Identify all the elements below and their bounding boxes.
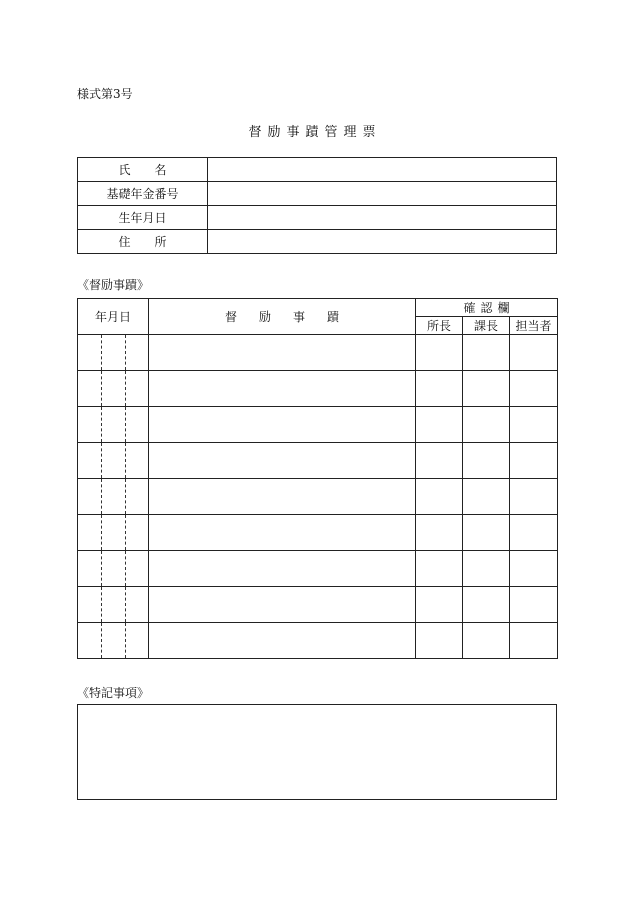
staff-confirm-cell[interactable] <box>510 623 558 659</box>
date-cell[interactable] <box>78 623 149 659</box>
date-cell[interactable] <box>78 551 149 587</box>
director-confirm-cell[interactable] <box>416 515 463 551</box>
activity-cell[interactable] <box>149 479 416 515</box>
date-divider-line <box>101 623 102 658</box>
date-divider-line <box>125 443 126 478</box>
staff-header: 担当者 <box>510 317 558 335</box>
section-chief-confirm-cell[interactable] <box>463 551 510 587</box>
director-confirm-cell[interactable] <box>416 443 463 479</box>
activity-cell[interactable] <box>149 623 416 659</box>
director-confirm-cell[interactable] <box>416 587 463 623</box>
name-field[interactable] <box>208 158 557 182</box>
staff-confirm-cell[interactable] <box>510 443 558 479</box>
staff-confirm-cell[interactable] <box>510 407 558 443</box>
staff-confirm-cell[interactable] <box>510 551 558 587</box>
activity-header: 督励事蹟 <box>149 299 416 335</box>
date-cell[interactable] <box>78 479 149 515</box>
activity-cell[interactable] <box>149 407 416 443</box>
date-cell[interactable] <box>78 515 149 551</box>
date-divider-line <box>125 335 126 370</box>
date-divider-line <box>101 479 102 514</box>
staff-confirm-cell[interactable] <box>510 479 558 515</box>
date-divider-line <box>101 335 102 370</box>
date-divider-line <box>101 443 102 478</box>
date-divider-line <box>125 371 126 406</box>
birthdate-field[interactable] <box>208 206 557 230</box>
activity-cell[interactable] <box>149 335 416 371</box>
date-divider-line <box>125 407 126 442</box>
info-table <box>77 157 557 254</box>
notes-box[interactable] <box>77 704 557 800</box>
section-chief-confirm-cell[interactable] <box>463 587 510 623</box>
form-number: 様式第3号 <box>77 87 133 101</box>
section-chief-confirm-cell[interactable] <box>463 443 510 479</box>
date-divider-line <box>125 587 126 622</box>
activity-cell[interactable] <box>149 371 416 407</box>
page-title: 督励事蹟管理票 <box>248 125 382 140</box>
director-confirm-cell[interactable] <box>416 479 463 515</box>
director-confirm-cell[interactable] <box>416 335 463 371</box>
records-section-title: 《督励事蹟》 <box>77 278 150 292</box>
section-chief-confirm-cell[interactable] <box>463 479 510 515</box>
table-row <box>78 443 558 479</box>
activity-cell[interactable] <box>149 587 416 623</box>
pension-number-label: 基礎年金番号 <box>78 182 208 206</box>
name-label: 氏 名 <box>78 158 208 182</box>
date-cell[interactable] <box>78 443 149 479</box>
address-field[interactable] <box>208 230 557 254</box>
director-confirm-cell[interactable] <box>416 551 463 587</box>
director-confirm-cell[interactable] <box>416 407 463 443</box>
date-divider-line <box>125 479 126 514</box>
section-chief-confirm-cell[interactable] <box>463 371 510 407</box>
birthdate-label: 生年月日 <box>78 206 208 230</box>
table-row <box>78 515 558 551</box>
activity-cell[interactable] <box>149 551 416 587</box>
table-row <box>78 371 558 407</box>
staff-confirm-cell[interactable] <box>510 335 558 371</box>
date-divider-line <box>101 407 102 442</box>
table-row <box>78 335 558 371</box>
date-cell[interactable] <box>78 587 149 623</box>
director-confirm-cell[interactable] <box>416 371 463 407</box>
date-divider-line <box>101 371 102 406</box>
table-row <box>78 407 558 443</box>
records-table <box>77 298 558 659</box>
activity-cell[interactable] <box>149 515 416 551</box>
table-row <box>78 551 558 587</box>
section-chief-header: 課長 <box>463 317 510 335</box>
date-header: 年月日 <box>78 299 149 335</box>
pension-number-field[interactable] <box>208 182 557 206</box>
date-divider-line <box>125 551 126 586</box>
section-chief-confirm-cell[interactable] <box>463 623 510 659</box>
address-label: 住 所 <box>78 230 208 254</box>
table-row <box>78 623 558 659</box>
date-cell[interactable] <box>78 407 149 443</box>
section-chief-confirm-cell[interactable] <box>463 407 510 443</box>
staff-confirm-cell[interactable] <box>510 515 558 551</box>
section-chief-confirm-cell[interactable] <box>463 335 510 371</box>
activity-cell[interactable] <box>149 443 416 479</box>
date-divider-line <box>125 623 126 658</box>
date-cell[interactable] <box>78 371 149 407</box>
table-row <box>78 587 558 623</box>
date-divider-line <box>101 551 102 586</box>
table-row <box>78 479 558 515</box>
notes-section-title: 《特記事項》 <box>77 686 150 700</box>
confirm-header: 確認欄 <box>416 299 558 317</box>
staff-confirm-cell[interactable] <box>510 587 558 623</box>
director-header: 所長 <box>416 317 463 335</box>
staff-confirm-cell[interactable] <box>510 371 558 407</box>
director-confirm-cell[interactable] <box>416 623 463 659</box>
date-divider-line <box>101 515 102 550</box>
section-chief-confirm-cell[interactable] <box>463 515 510 551</box>
date-divider-line <box>125 515 126 550</box>
date-divider-line <box>101 587 102 622</box>
date-cell[interactable] <box>78 335 149 371</box>
